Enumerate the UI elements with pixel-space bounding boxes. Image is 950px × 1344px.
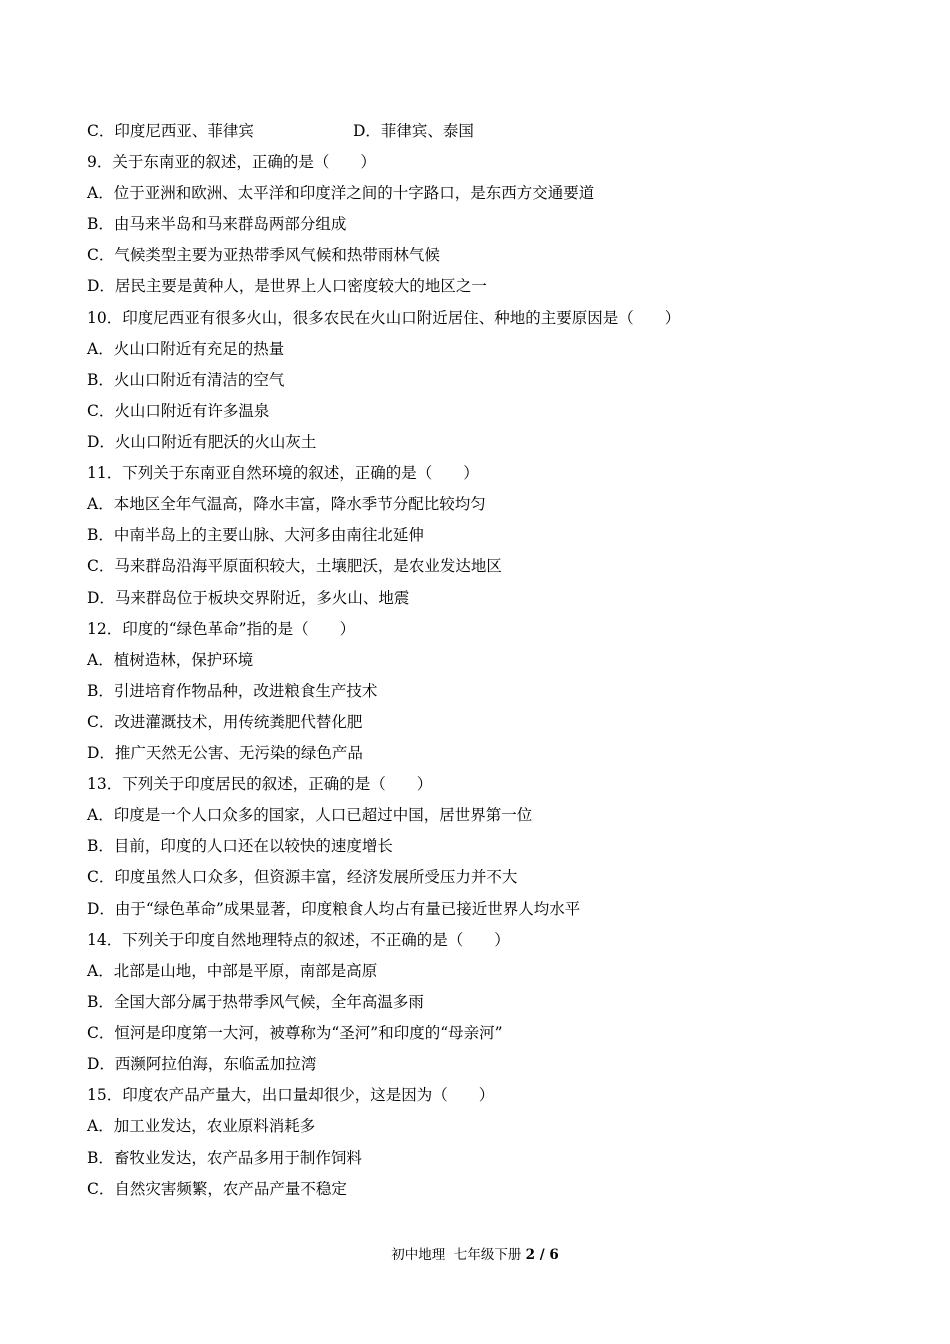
option-pair xyxy=(87,121,474,141)
option-line: B．由马来半岛和马来群岛两部分组成 xyxy=(87,215,347,233)
question-14: 14．下列关于印度自然地理特点的叙述，不正确的是（ ） xyxy=(87,931,510,949)
option-line: A．北部是山地，中部是平原，南部是高原 xyxy=(87,962,378,980)
option-line: C．恒河是印度第一大河，被尊称为“圣河”和印度的“母亲河” xyxy=(87,1024,503,1042)
option-c: C．印度尼西亚、菲律宾 xyxy=(87,122,254,140)
option-d: D．菲律宾、泰国 xyxy=(353,122,474,140)
option-line: A．加工业发达，农业原料消耗多 xyxy=(87,1117,316,1135)
option-line: D．火山口附近有肥沃的火山灰土 xyxy=(87,433,317,451)
option-line: B．畜牧业发达，农产品多用于制作饲料 xyxy=(87,1149,362,1167)
question-9: 9．关于东南亚的叙述，正确的是（ ） xyxy=(87,153,376,171)
option-line: C．印度虽然人口众多，但资源丰富，经济发展所受压力并不大 xyxy=(87,868,518,886)
option-line: B．中南半岛上的主要山脉、大河多由南往北延伸 xyxy=(87,526,424,544)
option-line: C．马来群岛沿海平原面积较大，土壤肥沃，是农业发达地区 xyxy=(87,557,502,575)
option-line-q8-cd xyxy=(87,121,474,141)
option-line: D．推广天然无公害、无污染的绿色产品 xyxy=(87,744,363,762)
option-line: A．印度是一个人口众多的国家，人口已超过中国，居世界第一位 xyxy=(87,806,533,824)
option-line: A．火山口附近有充足的热量 xyxy=(87,340,285,358)
question-13: 13．下列关于印度居民的叙述，正确的是（ ） xyxy=(87,775,433,793)
option-line: B．火山口附近有清洁的空气 xyxy=(87,371,285,389)
option-line: C．气候类型主要为亚热带季风气候和热带雨林气候 xyxy=(87,246,440,264)
page-footer xyxy=(0,1246,950,1264)
option-line: D．西濒阿拉伯海，东临孟加拉湾 xyxy=(87,1055,317,1073)
option-line: D．居民主要是黄种人，是世界上人口密度较大的地区之一 xyxy=(87,277,487,295)
question-11: 11．下列关于东南亚自然环境的叙述，正确的是（ ） xyxy=(87,464,479,482)
option-line: B．全国大部分属于热带季风气候，全年高温多雨 xyxy=(87,993,424,1011)
option-line: C．改进灌溉技术，用传统粪肥代替化肥 xyxy=(87,713,363,731)
option-line: A．位于亚洲和欧洲、太平洋和印度洋之间的十字路口，是东西方交通要道 xyxy=(87,184,595,202)
question-10: 10．印度尼西亚有很多火山，很多农民在火山口附近居住、种地的主要原因是（ ） xyxy=(87,309,681,327)
question-12: 12．印度的“绿色革命”指的是（ ） xyxy=(87,620,356,638)
option-line: A．本地区全年气温高，降水丰富，降水季节分配比较均匀 xyxy=(87,495,486,513)
option-line: D．马来群岛位于板块交界附近，多火山、地震 xyxy=(87,589,410,607)
question-15: 15．印度农产品产量大，出口量却很少，这是因为（ ） xyxy=(87,1086,495,1104)
option-line: C．火山口附近有许多温泉 xyxy=(87,402,270,420)
option-line: A．植树造林，保护环境 xyxy=(87,651,254,669)
footer-title: 初中地理 七年级下册 xyxy=(391,1247,522,1263)
page-number: 2 / 6 xyxy=(525,1247,559,1263)
option-line: C．自然灾害频繁，农产品产量不稳定 xyxy=(87,1180,347,1198)
option-line: B．目前，印度的人口还在以较快的速度增长 xyxy=(87,837,393,855)
option-line: D．由于“绿色革命”成果显著，印度粮食人均占有量已接近世界人均水平 xyxy=(87,900,581,918)
option-line: B．引进培育作物品种，改进粮食生产技术 xyxy=(87,682,378,700)
